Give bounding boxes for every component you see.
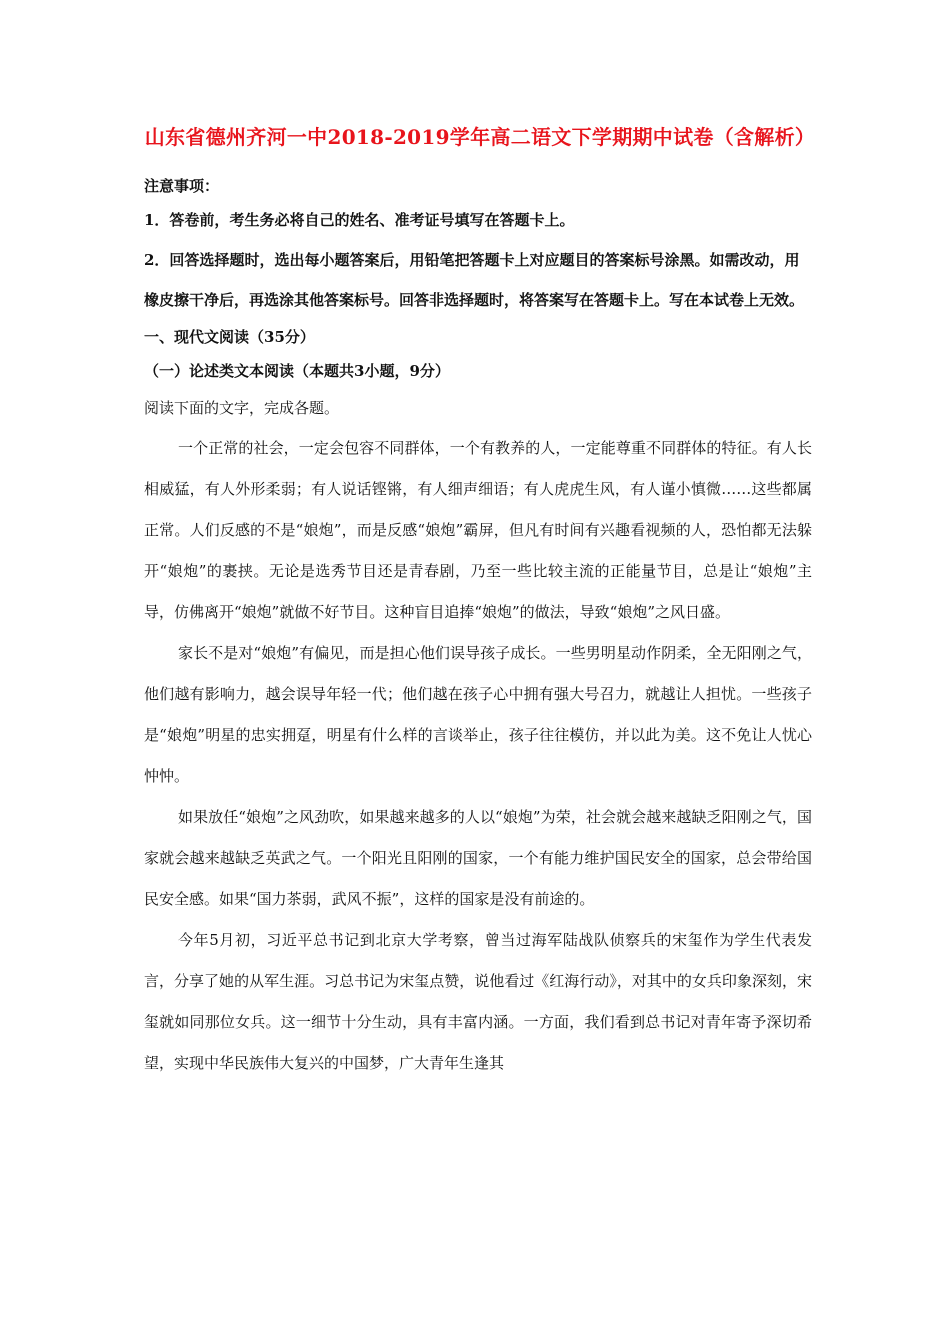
reading-instruction: 阅读下面的文字，完成各题。: [144, 399, 340, 417]
document-title: 山东省德州齐河一中2018-2019学年高二语文下学期期中试卷（含解析）: [144, 125, 816, 149]
notice-item: 1．答卷前，考生务必将自己的姓名、准考证号填写在答题卡上。: [144, 211, 575, 229]
subsection-heading: （一）论述类文本阅读（本题共3小题，9分）: [144, 362, 450, 380]
passage-paragraph: 家长不是对“娘炮”有偏见，而是担心他们误导孩子成长。一些男明星动作阴柔，全无阳刚之气，他们越有影响力，越会误导年轻一代；他们越在孩子心中拥有强大号召力，就越让人担忧。一些孩子是“娘炮”明星的忠实拥趸，明星有什么样的言谈举止，孩子往往模仿，并以此为美。这不免让人忧心忡忡。: [144, 644, 812, 785]
document-body: [144, 172, 812, 1084]
notice-item: 2．回答选择题时，选出每小题答案后，用铅笔把答题卡上对应题目的答案标号涂黑。如需改动，用橡皮擦干净后，再选涂其他答案标号。回答非选择题时，将答案写在答题卡上。写在本试卷上无效。: [144, 251, 805, 309]
passage-paragraph: 如果放任“娘炮”之风劲吹，如果越来越多的人以“娘炮”为荣，社会就会越来越缺乏阳刚之气，国家就会越来越缺乏英武之气。一个阳光且阳刚的国家，一个有能力维护国民安全的国家，总会带给国民安全感。如果“国力茶弱，武风不振”，这样的国家是没有前途的。: [144, 808, 812, 908]
passage-paragraph: 一个正常的社会，一定会包容不同群体，一个有教养的人，一定能尊重不同群体的特征。有人长相威猛，有人外形柔弱；有人说话铿锵，有人细声细语；有人虎虎生风，有人谨小慎微……这些都属正常。人们反感的不是“娘炮”，而是反感“娘炮”霸屏，但凡有时间有兴趣看视频的人，恐怕都无法躲开“娘炮”的裹挟。无论是选秀节目还是青春剧，乃至一些比较主流的正能量节目，总是让“娘炮”主导，仿佛离开“娘炮”就做不好节目。这种盲目追捧“娘炮”的做法，导致“娘炮”之风日盛。: [144, 439, 812, 621]
section-heading: 一、现代文阅读（35分）: [144, 328, 315, 346]
notice-heading: 注意事项：: [144, 177, 220, 195]
passage-paragraph: 今年5月初，习近平总书记到北京大学考察，曾当过海军陆战队侦察兵的宋玺作为学生代表发言，分享了她的从军生涯。习总书记为宋玺点赞，说他看过《红海行动》，对其中的女兵印象深刻，宋玺就如同那位女兵。这一细节十分生动，具有丰富内涵。一方面，我们看到总书记对青年寄予深切希望，实现中华民族伟大复兴的中国梦，广大青年生逢其: [144, 931, 812, 1072]
